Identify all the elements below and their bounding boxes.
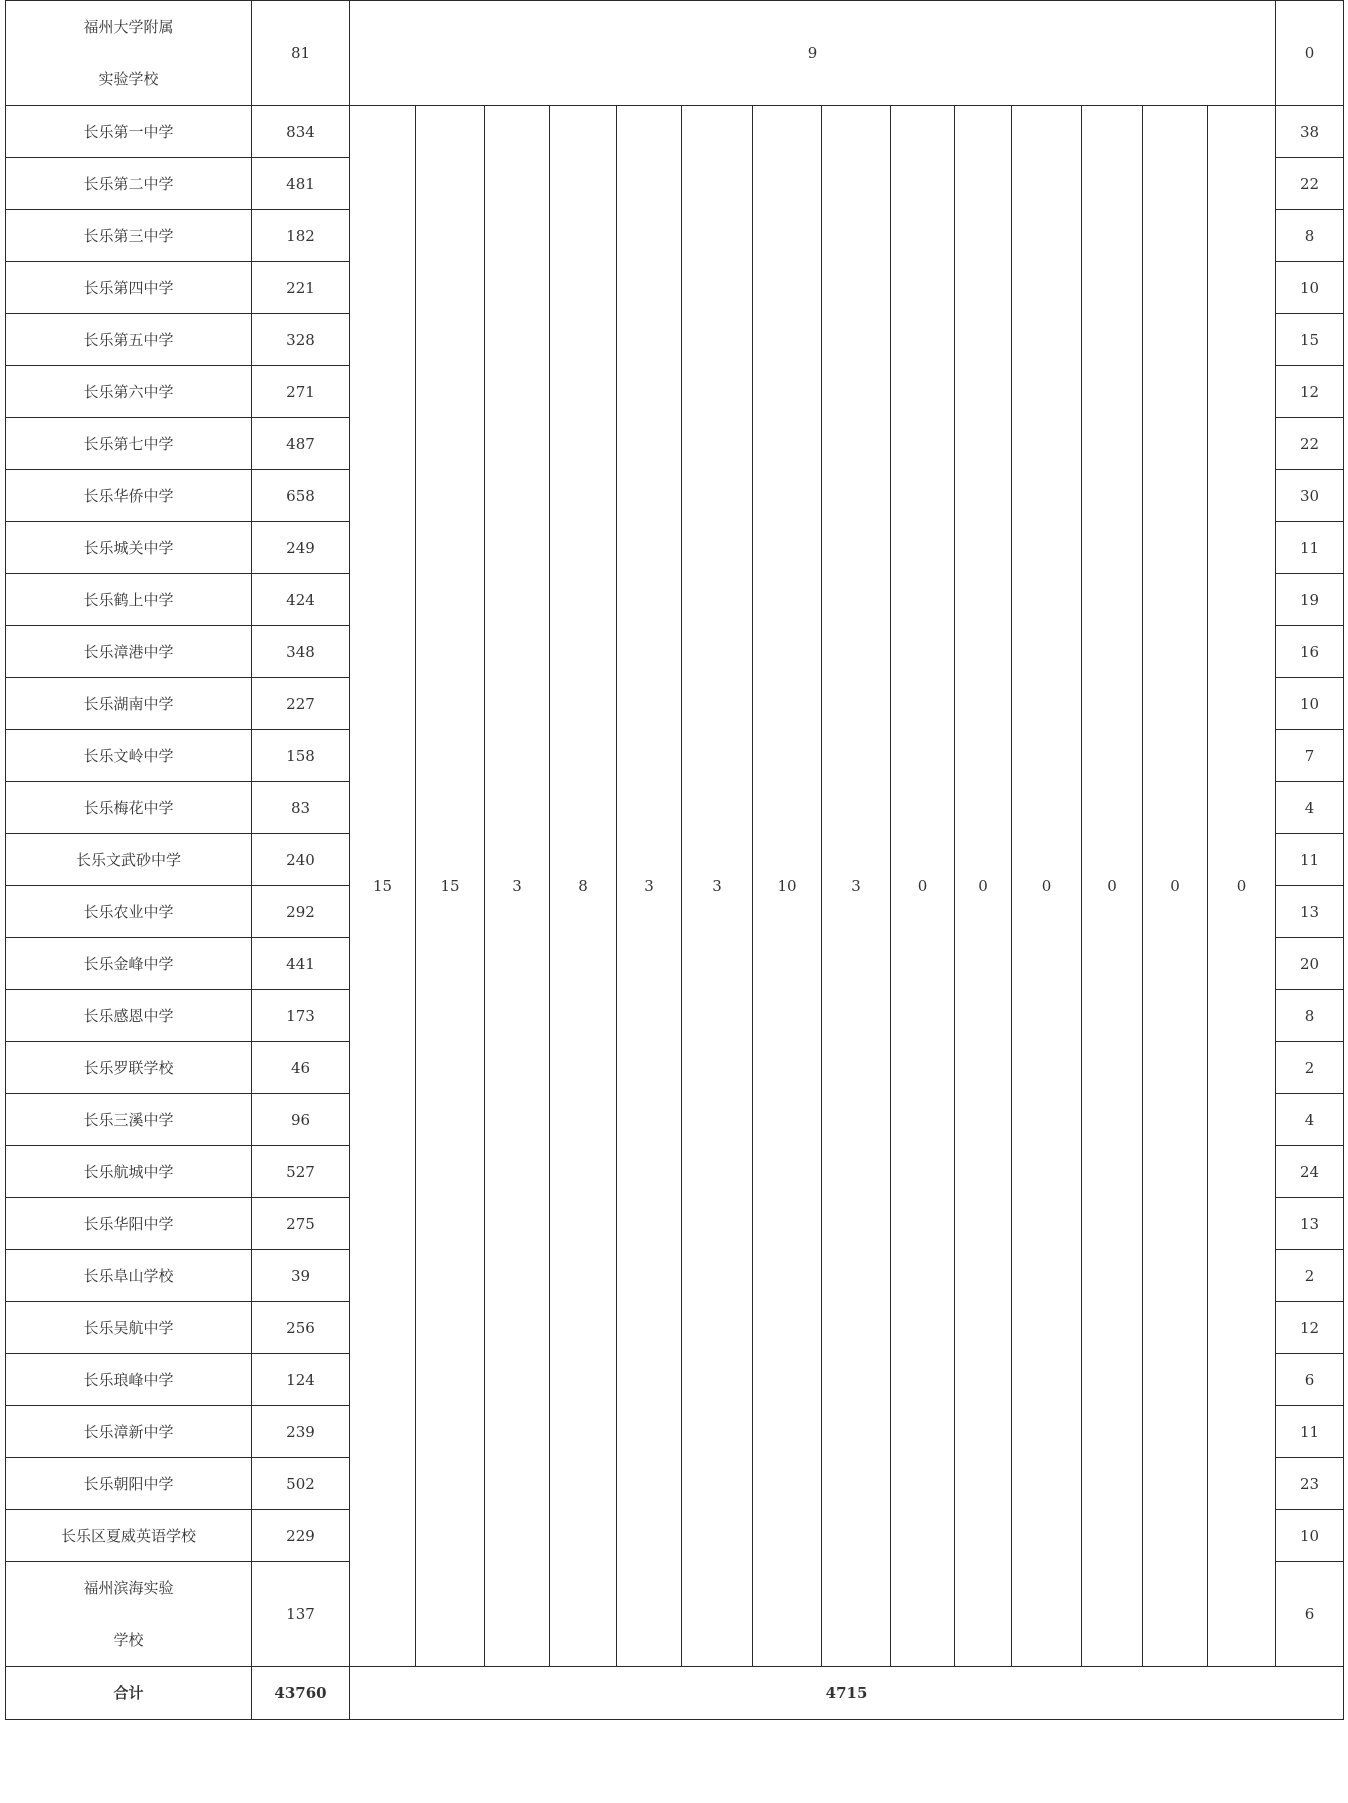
school-name-cell: 长乐三溪中学 — [6, 1094, 252, 1146]
school-name-cell: 长乐湖南中学 — [6, 678, 252, 730]
last-column-cell: 11 — [1276, 522, 1344, 574]
school-name-cell: 长乐第三中学 — [6, 210, 252, 262]
merged-column-cell: 0 — [891, 106, 955, 1667]
school-name-cell: 长乐阜山学校 — [6, 1250, 252, 1302]
student-count-cell: 249 — [252, 522, 350, 574]
last-column-cell: 10 — [1276, 678, 1344, 730]
school-name-line: 福州大学附属 — [83, 18, 174, 36]
total-label-cell: 合计 — [6, 1667, 252, 1720]
last-column-cell: 12 — [1276, 366, 1344, 418]
student-count-cell: 271 — [252, 366, 350, 418]
merged-value-cell: 9 — [350, 1, 1276, 106]
last-column-cell: 15 — [1276, 314, 1344, 366]
student-count-cell: 348 — [252, 626, 350, 678]
last-column-cell: 16 — [1276, 626, 1344, 678]
last-column-cell: 30 — [1276, 470, 1344, 522]
last-column-cell: 22 — [1276, 418, 1344, 470]
school-name-cell — [6, 1562, 252, 1667]
student-count-cell: 256 — [252, 1302, 350, 1354]
total-merged-cell: 4715 — [350, 1667, 1344, 1720]
student-count-cell: 137 — [252, 1562, 350, 1667]
student-count-cell: 487 — [252, 418, 350, 470]
merged-column-cell: 15 — [416, 106, 485, 1667]
school-name-cell: 长乐鹤上中学 — [6, 574, 252, 626]
last-column-cell: 4 — [1276, 782, 1344, 834]
school-name-cell: 长乐第五中学 — [6, 314, 252, 366]
school-quota-table — [5, 0, 1344, 1720]
student-count-cell: 527 — [252, 1146, 350, 1198]
last-column-cell: 20 — [1276, 938, 1344, 990]
last-column-cell: 2 — [1276, 1042, 1344, 1094]
school-name-cell: 长乐城关中学 — [6, 522, 252, 574]
student-count-cell: 182 — [252, 210, 350, 262]
total-students-cell: 43760 — [252, 1667, 350, 1720]
total-row — [6, 1667, 1344, 1720]
student-count-cell: 481 — [252, 158, 350, 210]
last-column-cell: 12 — [1276, 1302, 1344, 1354]
last-column-cell: 11 — [1276, 834, 1344, 886]
student-count-cell: 96 — [252, 1094, 350, 1146]
school-name-line: 学校 — [113, 1631, 144, 1649]
student-count-cell: 227 — [252, 678, 350, 730]
student-count-cell: 158 — [252, 730, 350, 782]
merged-column-cell: 10 — [753, 106, 822, 1667]
school-name-cell: 长乐文岭中学 — [6, 730, 252, 782]
school-name-cell: 长乐罗联学校 — [6, 1042, 252, 1094]
table-row — [6, 106, 1344, 158]
school-name-cell: 长乐琅峰中学 — [6, 1354, 252, 1406]
merged-column-cell: 3 — [617, 106, 682, 1667]
student-count-cell: 83 — [252, 782, 350, 834]
school-name-cell: 长乐金峰中学 — [6, 938, 252, 990]
last-column-cell: 23 — [1276, 1458, 1344, 1510]
student-count-cell: 239 — [252, 1406, 350, 1458]
student-count-cell: 81 — [252, 1, 350, 106]
student-count-cell: 658 — [252, 470, 350, 522]
school-name-line: 实验学校 — [98, 70, 159, 88]
student-count-cell: 275 — [252, 1198, 350, 1250]
merged-column-cell: 3 — [822, 106, 891, 1667]
last-column-cell: 4 — [1276, 1094, 1344, 1146]
school-name-cell: 长乐华阳中学 — [6, 1198, 252, 1250]
last-column-cell: 22 — [1276, 158, 1344, 210]
last-column-cell: 38 — [1276, 106, 1344, 158]
last-column-cell: 2 — [1276, 1250, 1344, 1302]
school-name-cell: 长乐第四中学 — [6, 262, 252, 314]
school-name-cell: 长乐第二中学 — [6, 158, 252, 210]
school-name-cell: 长乐漳港中学 — [6, 626, 252, 678]
student-count-cell: 834 — [252, 106, 350, 158]
merged-column-cell: 15 — [350, 106, 416, 1667]
last-column-cell: 10 — [1276, 1510, 1344, 1562]
last-column-cell: 24 — [1276, 1146, 1344, 1198]
merged-column-cell: 0 — [1082, 106, 1143, 1667]
student-count-cell: 240 — [252, 834, 350, 886]
school-name-cell: 长乐吴航中学 — [6, 1302, 252, 1354]
student-count-cell: 328 — [252, 314, 350, 366]
student-count-cell: 124 — [252, 1354, 350, 1406]
merged-column-cell: 3 — [485, 106, 550, 1667]
student-count-cell: 441 — [252, 938, 350, 990]
last-column-cell: 6 — [1276, 1354, 1344, 1406]
school-name-cell: 长乐第六中学 — [6, 366, 252, 418]
school-name-cell: 长乐区夏威英语学校 — [6, 1510, 252, 1562]
last-column-cell: 11 — [1276, 1406, 1344, 1458]
student-count-cell: 46 — [252, 1042, 350, 1094]
student-count-cell: 39 — [252, 1250, 350, 1302]
last-column-cell: 7 — [1276, 730, 1344, 782]
merged-column-cell: 8 — [550, 106, 617, 1667]
school-name-cell: 长乐文武砂中学 — [6, 834, 252, 886]
student-count-cell: 221 — [252, 262, 350, 314]
last-column-cell: 6 — [1276, 1562, 1344, 1667]
last-column-cell: 10 — [1276, 262, 1344, 314]
school-name-line: 福州滨海实验 — [83, 1579, 174, 1597]
student-count-cell: 292 — [252, 886, 350, 938]
student-count-cell: 173 — [252, 990, 350, 1042]
merged-column-cell: 0 — [955, 106, 1012, 1667]
merged-column-cell: 3 — [682, 106, 753, 1667]
school-name-cell: 长乐农业中学 — [6, 886, 252, 938]
school-name-cell: 长乐漳新中学 — [6, 1406, 252, 1458]
last-column-cell: 8 — [1276, 210, 1344, 262]
last-column-cell: 8 — [1276, 990, 1344, 1042]
student-count-cell: 424 — [252, 574, 350, 626]
school-name-cell — [6, 1, 252, 106]
merged-column-cell: 0 — [1143, 106, 1208, 1667]
last-column-cell: 0 — [1276, 1, 1344, 106]
school-name-cell: 长乐感恩中学 — [6, 990, 252, 1042]
last-column-cell: 13 — [1276, 1198, 1344, 1250]
student-count-cell: 502 — [252, 1458, 350, 1510]
table-row — [6, 1, 1344, 106]
last-column-cell: 19 — [1276, 574, 1344, 626]
last-column-cell: 13 — [1276, 886, 1344, 938]
school-name-cell: 长乐梅花中学 — [6, 782, 252, 834]
school-name-cell: 长乐第七中学 — [6, 418, 252, 470]
student-count-cell: 229 — [252, 1510, 350, 1562]
school-name-cell: 长乐朝阳中学 — [6, 1458, 252, 1510]
merged-column-cell: 0 — [1012, 106, 1082, 1667]
merged-column-cell: 0 — [1208, 106, 1276, 1667]
school-name-cell: 长乐华侨中学 — [6, 470, 252, 522]
school-name-cell: 长乐航城中学 — [6, 1146, 252, 1198]
school-name-cell: 长乐第一中学 — [6, 106, 252, 158]
